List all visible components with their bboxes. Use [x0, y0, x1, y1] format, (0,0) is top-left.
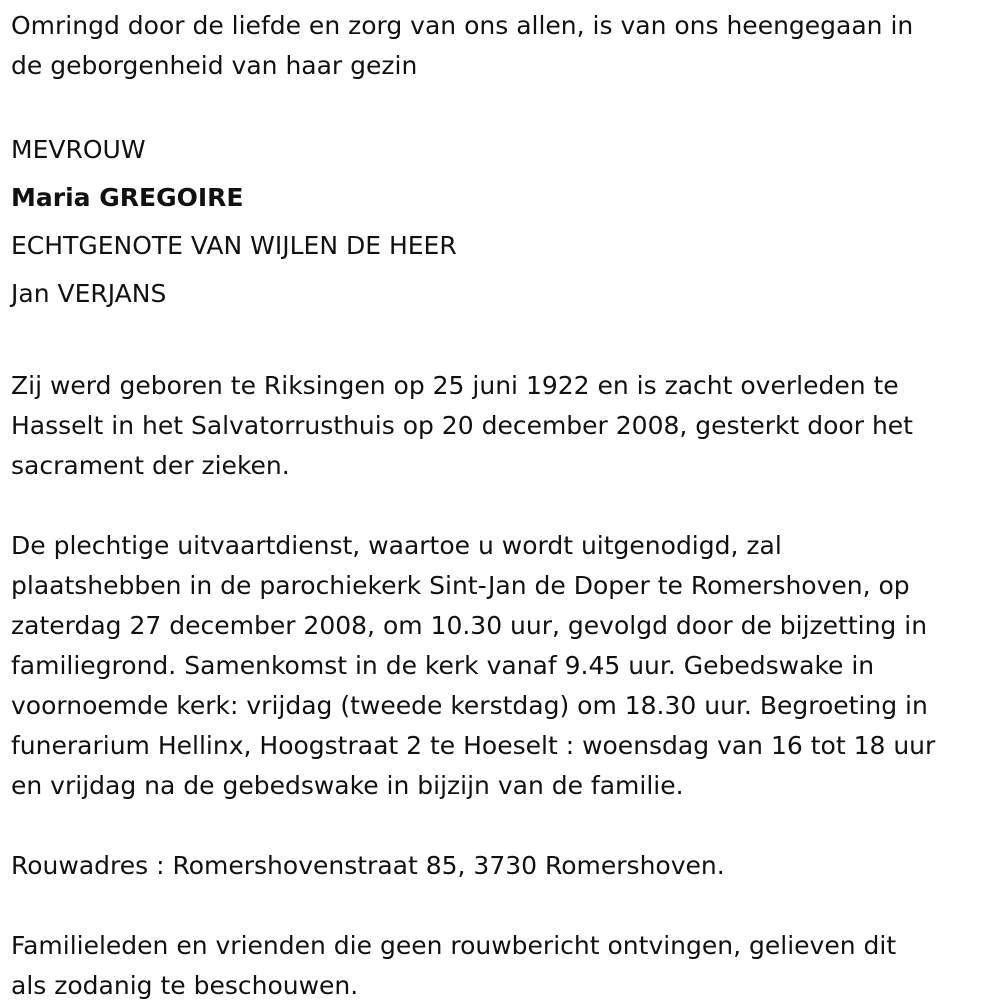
- birth-death-paragraph: [11, 366, 996, 486]
- birth-death-line-2: Hasselt in het Salvatorrusthuis op 20 december 2008, gesterkt door het: [11, 411, 913, 440]
- honorific: MEVROUW: [11, 135, 146, 164]
- funeral-line-7: en vrijdag na de gebedswake in bijzijn van de familie.: [11, 771, 684, 800]
- address-paragraph: [11, 846, 996, 886]
- spouse-name: Jan VERJANS: [11, 279, 167, 308]
- closing-paragraph: [11, 926, 996, 1006]
- funeral-paragraph: [11, 526, 996, 806]
- intro-line-1: Omringd door de liefde en zorg van ons allen, is van ons heengegaan in: [11, 11, 914, 40]
- funeral-line-3: zaterdag 27 december 2008, om 10.30 uur, gevolgd door de bijzetting in: [11, 611, 928, 640]
- funeral-line-6: funerarium Hellinx, Hoogstraat 2 te Hoeselt : woensdag van 16 tot 18 uur: [11, 731, 936, 760]
- spacer: [11, 886, 996, 926]
- spacer: [11, 486, 996, 526]
- closing-line-2: als zodanig te beschouwen.: [11, 971, 359, 1000]
- funeral-line-5: voornoemde kerk: vrijdag (tweede kerstdag) om 18.30 uur. Begroeting in: [11, 691, 928, 720]
- mourning-address: Rouwadres : Romershovenstraat 85, 3730 Romershoven.: [11, 851, 725, 880]
- relation-text: ECHTGENOTE VAN WIJLEN DE HEER: [11, 231, 457, 260]
- birth-death-line-1: Zij werd geboren te Riksingen op 25 juni 1922 en is zacht overleden te: [11, 371, 899, 400]
- funeral-line-2: plaatshebben in de parochiekerk Sint-Jan de Doper te Romershoven, op: [11, 571, 910, 600]
- birth-death-line-3: sacrament der zieken.: [11, 451, 290, 480]
- deceased-name: Maria GREGOIRE: [11, 183, 244, 212]
- funeral-line-1: De plechtige uitvaartdienst, waartoe u wordt uitgenodigd, zal: [11, 531, 782, 560]
- name-block: [11, 126, 996, 318]
- intro-paragraph: [11, 6, 996, 86]
- spacer: [11, 318, 996, 366]
- spacer: [11, 806, 996, 846]
- closing-line-1: Familieleden en vrienden die geen rouwbericht ontvingen, gelieven dit: [11, 931, 897, 960]
- intro-line-2: de geborgenheid van haar gezin: [11, 51, 418, 80]
- spacer: [11, 86, 996, 126]
- obituary-document: [11, 6, 996, 1006]
- funeral-line-4: familiegrond. Samenkomst in de kerk vanaf 9.45 uur. Gebedswake in: [11, 651, 875, 680]
